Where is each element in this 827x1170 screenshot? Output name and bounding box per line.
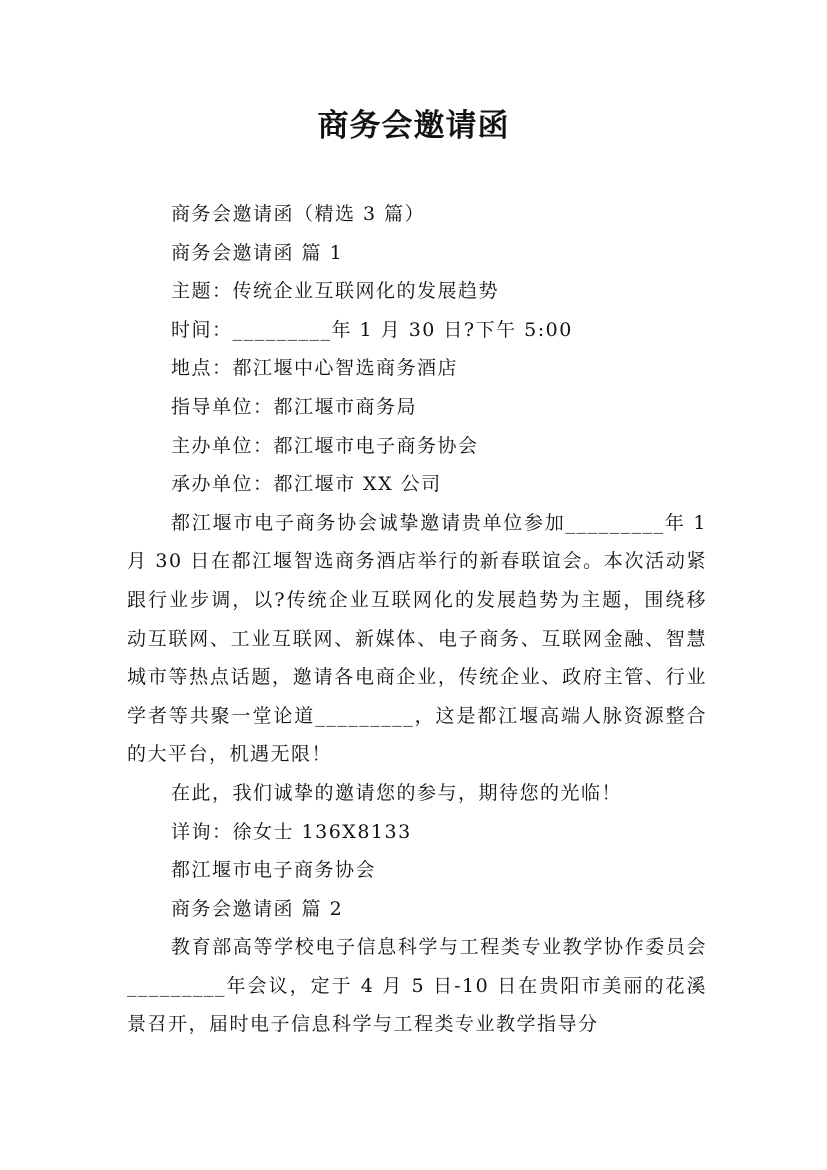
contact-line: 详询：徐女士 136X8133 [171,820,412,843]
section-2-paragraph: 教育部高等学校电子信息科学与工程类专业教学协作委员会_________年会议，定于 4 月 5 日-10 日在贵阳市美丽的花溪景召开，届时电子信息科学与工程类专业教学指导分 [127,936,707,1036]
host-unit-line: 主办单位：都江堰市电子商务协会 [171,434,479,457]
theme-line: 主题：传统企业互联网化的发展趋势 [171,280,500,303]
section-heading-2: 商务会邀请函 篇 2 [171,897,344,920]
time-line: 时间：_________年 1 月 30 日?下午 5:00 [171,318,573,341]
location-line: 地点：都江堰中心智选商务酒店 [171,357,459,380]
signature-line: 都江堰市电子商务协会 [171,859,377,882]
organizer-unit-line: 承办单位：都江堰市 XX 公司 [171,473,442,496]
closing-line: 在此，我们诚挚的邀请您的参与，期待您的光临！ [171,781,623,804]
document-body [127,195,707,1044]
document-title: 商务会邀请函 [317,108,510,144]
subtitle-line: 商务会邀请函（精选 3 篇） [171,203,426,225]
guiding-unit-line: 指导单位：都江堰市商务局 [171,395,418,418]
invitation-paragraph: 都江堰市电子商务协会诚挚邀请贵单位参加_________年 1 月 30 日在都江堰智选商务酒店举行的新春联谊会。本次活动紧跟行业步调，以?传统企业互联网化的发展趋势为主题，围绕移动互联网、工业互联网、新媒体、电子商务、互联网金融、智慧城市等热点话题，邀请各电商企业，传统企业、政府主管、行业学者等共聚一堂论道_________，这是都江堰高端人脉资源整合的大平台，机遇无限！ [127,511,707,766]
section-heading-1: 商务会邀请函 篇 1 [171,241,344,264]
